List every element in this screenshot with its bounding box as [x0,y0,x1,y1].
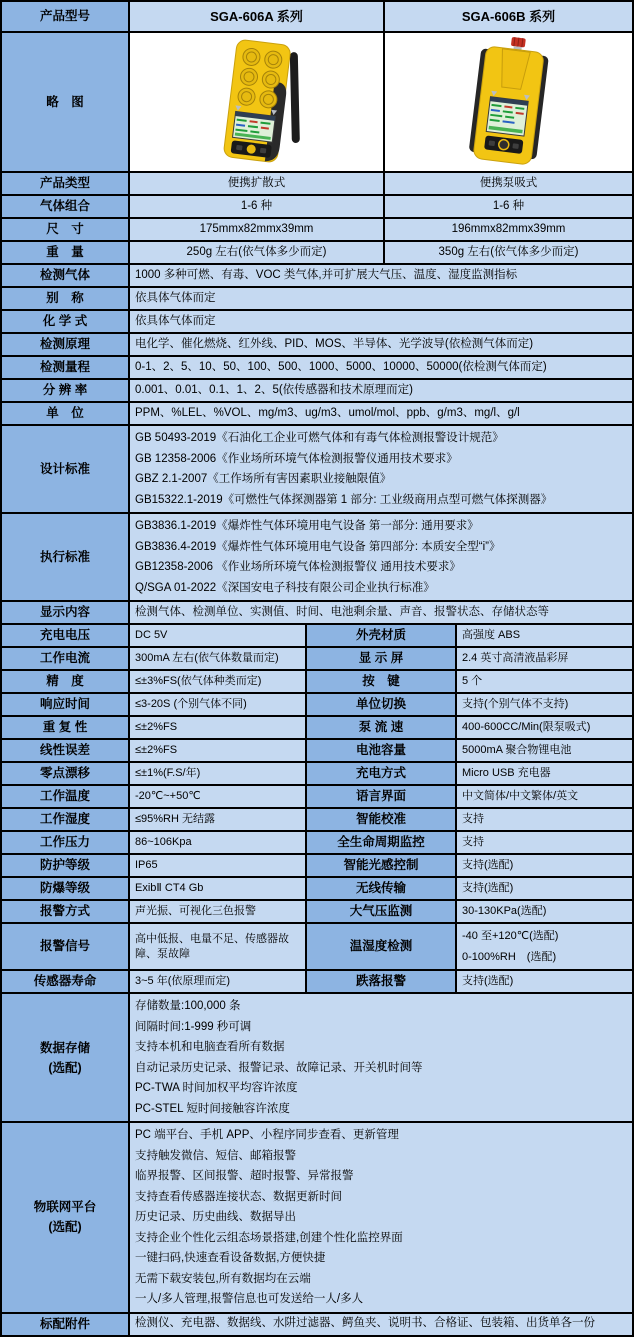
spec-value: 1000 多种可燃、有毒、VOC 类气体,并可扩展大气压、温度、湿度监测指标 [130,265,632,286]
spec-label-left: 传感器寿命 [2,971,130,992]
spec-value: 检测仪、充电器、数据线、水阱过滤器、鳄鱼夹、说明书、合格证、包装箱、出货单各一份 [130,1314,632,1335]
spec-label: 产品类型 [2,173,130,194]
spec-row [2,286,632,309]
spec-value-left: ≤±1%(F.S/年) [130,763,307,784]
spec-value-line: 历史记录、历史曲线、数据导出 [135,1211,296,1223]
spec-label [2,994,130,1121]
spec-value-left: ≤±2%FS [130,717,307,738]
table-header-row [2,2,632,31]
spec-label-left: 重 复 性 [2,717,130,738]
spec-label: 分 辨 率 [2,380,130,401]
spec-label [2,1123,130,1312]
spec-value-left: 3~5 年(依原理而定) [130,971,307,992]
spec-value-line: PC-STEL 短时间接触容许浓度 [135,1102,290,1115]
spec-label-left: 响应时间 [2,694,130,715]
spec-label: 化 学 式 [2,311,130,332]
spec-value [130,994,632,1121]
spec-label: 气体组合 [2,196,130,217]
spec-value: 0-1、2、5、10、50、100、500、1000、5000、10000、50000(依检测气体而定) [130,357,632,378]
spec-value-left: 300mA 左右(依气体数量而定) [130,648,307,669]
spec-row [2,738,632,761]
spec-label: 检测量程 [2,357,130,378]
spec-label-left: 工作电流 [2,648,130,669]
spec-value-left: ≤±2%FS [130,740,307,761]
spec-value-left: 声光振、可视化三色报警 [130,901,307,922]
spec-value-b: 196mmx82mmx39mm [385,219,632,240]
spec-label-left: 精 度 [2,671,130,692]
spec-value-line: PC 端平台、手机 APP、小程序同步查看、更新管理 [135,1129,399,1141]
spec-label-left: 充电电压 [2,625,130,646]
spec-label-left: 报警信号 [2,924,130,969]
spec-row [2,899,632,922]
spec-value-right: 支持(选配) [457,878,632,899]
spec-value-right: 5000mA 聚合物锂电池 [457,740,632,761]
spec-label-line: 数据存储 [39,1040,90,1055]
spec-value-b: 1-6 种 [385,196,632,217]
spec-value: 检测气体、检测单位、实测值、时间、电池剩余量、声音、报警状态、存储状态等 [130,602,632,623]
spec-value [130,1123,632,1312]
spec-value-left: ≤±3%FS(依气体种类而定) [130,671,307,692]
header-series-b: SGA-606B 系列 [385,2,632,31]
spec-row [2,171,632,194]
spec-value-a: 1-6 种 [130,196,385,217]
spec-value-right: 支持(个别气体不支持) [457,694,632,715]
spec-row [2,876,632,899]
spec-row [2,600,632,623]
spec-value-a: 175mmx82mmx39mm [130,219,385,240]
spec-label-right: 跌落报警 [307,971,457,992]
spec-value [130,514,632,600]
spec-value-line: 支持触发微信、短信、邮箱报警 [135,1149,296,1162]
spec-label: 执行标准 [2,514,130,600]
spec-value-right: 2.4 英寸高清液晶彩屏 [457,648,632,669]
spec-label-right: 全生命周期监控 [307,832,457,853]
spec-value-right-line: -40 至+120℃(选配) [462,930,559,942]
spec-value-right: 30-130KPa(选配) [457,901,632,922]
sketch-row [2,31,632,171]
spec-row [2,355,632,378]
spec-value-line: 间隔时间:1-999 秒可调 [135,1020,252,1033]
spec-label-left: 零点漂移 [2,763,130,784]
spec-label: 重 量 [2,242,130,263]
spec-label: 尺 寸 [2,219,130,240]
spec-row [2,969,632,992]
spec-row [2,401,632,424]
spec-value-right: 中文简体/中文繁体/英文 [457,786,632,807]
spec-value-right: 支持 [457,809,632,830]
screen [486,97,528,136]
spec-value-line: 一人/多人管理,报警信息也可发送给一人/多人 [135,1293,364,1305]
spec-label-right: 泵 流 速 [307,717,457,738]
spec-label-right: 按 键 [307,671,457,692]
spec-row [2,669,632,692]
spec-row [2,715,632,738]
spec-row [2,263,632,286]
spec-value-line: 支持企业个性化云组态场景搭建,创建个性化监控界面 [135,1231,403,1244]
spec-value-left: ≤95%RH 无结露 [130,809,307,830]
spec-label-line: (选配) [48,1060,82,1075]
spec-label-left: 线性误差 [2,740,130,761]
spec-label-right: 充电方式 [307,763,457,784]
spec-row [2,309,632,332]
spec-row [2,830,632,853]
spec-value-right: 5 个 [457,671,632,692]
spec-value-right [457,924,632,969]
spec-value-left: IP65 [130,855,307,876]
spec-value-line: 自动记录历史记录、报警记录、故障记录、开关机时间等 [135,1061,423,1074]
spec-label-right: 单位切换 [307,694,457,715]
spec-value-line: 存储数量:100,000 条 [135,1000,241,1012]
spec-label-left: 防护等级 [2,855,130,876]
spec-value-a: 便携扩散式 [130,173,385,194]
spec-value: 依具体气体而定 [130,311,632,332]
spec-value-right: Micro USB 充电器 [457,763,632,784]
spec-value: 电化学、催化燃烧、红外线、PID、MOS、半导体、光学波导(依检测气体而定) [130,334,632,355]
spec-value-line: GB 50493-2019《石油化工企业可燃气体和有毒气体检测报警设计规范》 [135,432,504,444]
sketch-row-label: 略 图 [2,33,130,171]
spec-label-right: 温湿度检测 [307,924,457,969]
spec-value-b: 350g 左右(依气体多少而定) [385,242,632,263]
spec-label-left: 防爆等级 [2,878,130,899]
spec-label-right: 外壳材质 [307,625,457,646]
spec-row [2,784,632,807]
spec-value-line: GB15322.1-2019《可燃性气体探测器第 1 部分: 工业级商用点型可燃气体探测器》 [135,493,553,506]
spec-label-left: 工作湿度 [2,809,130,830]
spec-value-right: 400-600CC/Min(限泵吸式) [457,717,632,738]
spec-label: 别 称 [2,288,130,309]
spec-label: 设计标准 [2,426,130,512]
spec-row [2,512,632,600]
spec-value-left: 86~106Kpa [130,832,307,853]
spec-label: 检测气体 [2,265,130,286]
spec-value-line: GB12358-2006 《作业场所环境气体检测报警仪 通用技术要求》 [135,561,461,573]
spec-value-line: 一键扫码,快速查看设备数据,方便快捷 [135,1252,326,1264]
spec-label: 单 位 [2,403,130,424]
spec-value: 依具体气体而定 [130,288,632,309]
spec-label-left: 工作温度 [2,786,130,807]
spec-row [2,646,632,669]
spec-label-right: 语言界面 [307,786,457,807]
spec-row [2,378,632,401]
spec-value-left: -20℃~+50℃ [130,786,307,807]
spec-value-line: 支持查看传感器连接状态、数据更新时间 [135,1190,342,1203]
spec-value-right: 支持 [457,832,632,853]
spec-row [2,853,632,876]
spec-value-left: ExibⅡ CT4 Gb [130,878,307,899]
spec-value-right: 支持(选配) [457,855,632,876]
spec-value: PPM、%LEL、%VOL、mg/m3、ug/m3、umol/mol、ppb、g/m3、mg/l、g/l [130,403,632,424]
spec-value-line: GBZ 2.1-2007《工作场所有害因素职业接触限值》 [135,473,392,485]
spec-value-line: Q/SGA 01-2022《深国安电子科技有限公司企业执行标准》 [135,581,435,594]
spec-label: 显示内容 [2,602,130,623]
spec-label-left: 工作压力 [2,832,130,853]
spec-row [2,1312,632,1335]
spec-value-line: GB 12358-2006《作业场所环境气体检测报警仪通用技术要求》 [135,452,458,465]
spec-value-left: DC 5V [130,625,307,646]
device-a-illustration [182,36,332,168]
spec-value: 0.001、0.01、0.1、1、2、5(依传感器和技术原理而定) [130,380,632,401]
spec-label: 检测原理 [2,334,130,355]
product-b-image [385,33,632,171]
spec-label: 标配附件 [2,1314,130,1335]
spec-value-right: 高强度 ABS [457,625,632,646]
spec-row [2,692,632,715]
device-b-illustration [434,36,584,168]
spec-value-line: 无需下载安装包,所有数据均在云端 [135,1272,311,1285]
spec-row [2,922,632,969]
spec-value-b: 便携泵吸式 [385,173,632,194]
spec-label-line: (选配) [48,1220,82,1235]
spec-value-line: GB3836.4-2019《爆炸性气体环境用电气设备 第四部分: 本质安全型“i”》 [135,540,501,553]
product-a-image [130,33,385,171]
spec-row [2,240,632,263]
spec-row [2,992,632,1121]
spec-row [2,807,632,830]
spec-label-right: 无线传输 [307,878,457,899]
spec-row [2,332,632,355]
spec-label-right: 电池容量 [307,740,457,761]
spec-value-right: 支持(选配) [457,971,632,992]
header-series-a: SGA-606A 系列 [130,2,385,31]
spec-label-right: 智能光感控制 [307,855,457,876]
spec-value [130,426,632,512]
spec-label-right: 显 示 屏 [307,648,457,669]
spec-row [2,761,632,784]
spec-value-line: 临界报警、区间报警、超时报警、异常报警 [135,1170,354,1182]
spec-value-right-line: 0-100%RH (选配) [462,950,557,963]
spec-label-left: 报警方式 [2,901,130,922]
spec-row [2,1121,632,1312]
spec-row [2,424,632,512]
spec-value-a: 250g 左右(依气体多少而定) [130,242,385,263]
spec-value-line: 支持本机和电脑查看所有数据 [135,1041,285,1053]
spec-row [2,623,632,646]
spec-value-line: GB3836.1-2019《爆炸性气体环境用电气设备 第一部分: 通用要求》 [135,520,479,532]
header-product-model: 产品型号 [2,2,130,31]
spec-row [2,217,632,240]
screen [232,111,275,142]
spec-rows-container [2,171,632,1335]
spec-label-line: 物联网平台 [33,1200,97,1215]
spec-value-left: ≤3-20S (个别气体不同) [130,694,307,715]
spec-row [2,194,632,217]
spec-label-right: 大气压监测 [307,901,457,922]
spec-value-left: 高中低报、电量不足、传感器故障、泵故障 [130,924,307,969]
spec-label-right: 智能校准 [307,809,457,830]
spec-value-line: PC-TWA 时间加权平均容许浓度 [135,1082,298,1094]
